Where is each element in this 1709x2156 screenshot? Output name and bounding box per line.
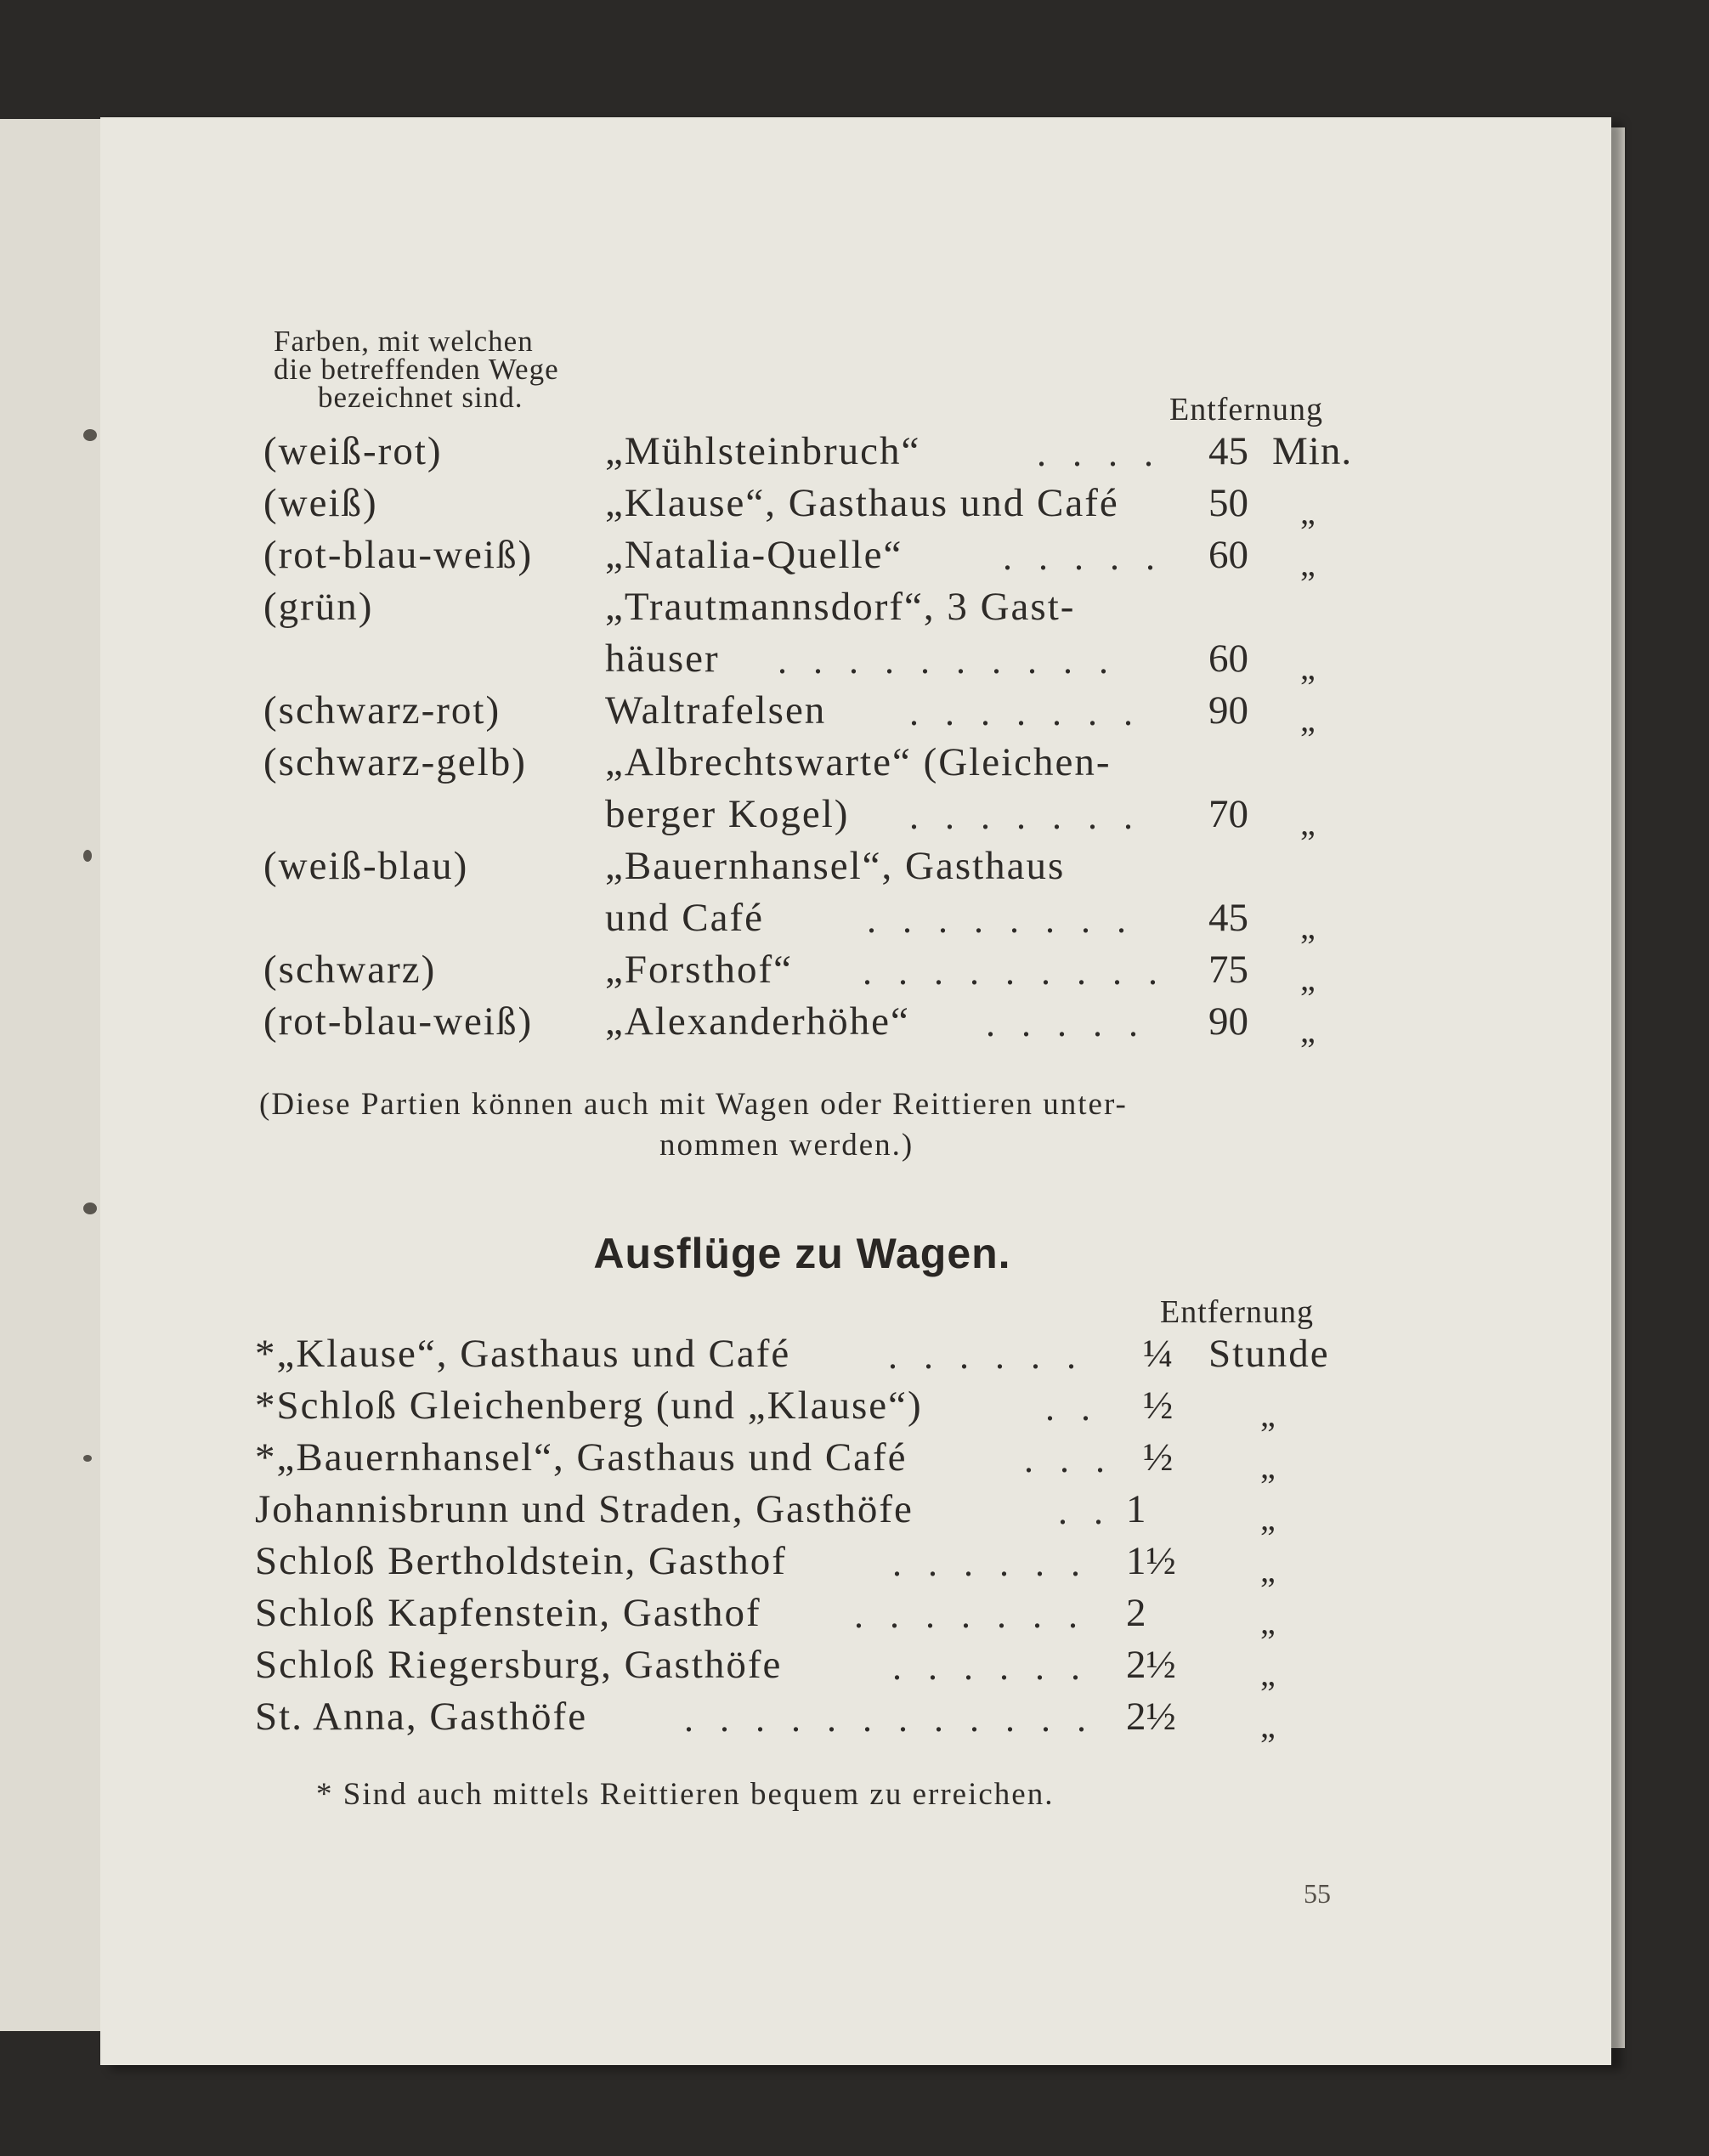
table-row bbox=[0, 1383, 1709, 1434]
destination-continued: häuser bbox=[605, 637, 720, 681]
destination: „Mühlsteinbruch“ bbox=[605, 429, 921, 473]
excursion-place: *„Klause“, Gasthaus und Café bbox=[255, 1332, 791, 1376]
excursion-place: Johannisbrunn und Straden, Gasthöfe bbox=[255, 1487, 914, 1531]
excursion-place: *„Bauernhansel“, Gasthaus und Café bbox=[255, 1435, 908, 1480]
destination: „Forsthof“ bbox=[605, 948, 794, 992]
destination: „Bauernhansel“, Gasthaus bbox=[605, 844, 1066, 888]
destination: Waltrafelsen bbox=[605, 688, 827, 733]
distance-value: 2½ bbox=[1126, 1643, 1176, 1687]
destination: „Albrechtswarte“ (Gleichen- bbox=[605, 740, 1112, 784]
leader-dots: . . bbox=[1045, 1387, 1099, 1429]
excursion-place: Schloß Kapfenstein, Gasthof bbox=[255, 1591, 761, 1635]
destination-continued: und Café bbox=[605, 896, 764, 940]
ditto-mark: „ bbox=[1300, 908, 1316, 946]
distance-value: 45 bbox=[1208, 429, 1248, 473]
leader-dots: . . . . . . . bbox=[909, 795, 1141, 837]
leader-dots: . . . . . . bbox=[888, 1335, 1084, 1377]
distance-value: 70 bbox=[1208, 792, 1248, 836]
leader-dots: . . . . bbox=[1037, 433, 1162, 474]
path-color: (rot-blau-weiß) bbox=[263, 999, 534, 1044]
leader-dots: . . . . . . bbox=[892, 1646, 1089, 1688]
leader-dots: . . bbox=[1058, 1491, 1112, 1532]
ditto-mark: „ bbox=[1260, 1551, 1276, 1589]
path-color: (schwarz) bbox=[263, 948, 437, 992]
ditto-mark: „ bbox=[1300, 545, 1316, 583]
leader-dots: . . . . . . . . . . . . bbox=[684, 1698, 1095, 1740]
table-row bbox=[0, 1331, 1709, 1382]
legend-header-line3: bezeichnet sind. bbox=[318, 381, 523, 414]
path-color: (weiß-blau) bbox=[263, 844, 469, 888]
distance-value: 90 bbox=[1208, 688, 1248, 733]
table-row bbox=[0, 688, 1709, 738]
distance-unit: Stunde bbox=[1208, 1332, 1330, 1376]
table-row bbox=[0, 1435, 1709, 1485]
legend-header-line1: Farben, mit welchen bbox=[274, 325, 534, 358]
distance-value: 60 bbox=[1208, 637, 1248, 681]
walks-note-line1: (Diese Partien können auch mit Wagen oder Reittieren unter- bbox=[259, 1087, 1128, 1122]
distance-unit: Min. bbox=[1272, 429, 1353, 473]
table-row bbox=[0, 947, 1709, 998]
distance-value: ½ bbox=[1143, 1435, 1174, 1480]
destination: „Klause“, Gasthaus und Café bbox=[605, 481, 1119, 525]
ditto-mark: „ bbox=[1260, 1655, 1276, 1693]
ditto-mark: „ bbox=[1300, 493, 1316, 531]
table-row bbox=[0, 1642, 1709, 1693]
distance-value: 2½ bbox=[1126, 1695, 1176, 1739]
table-row bbox=[0, 532, 1709, 583]
ditto-mark: „ bbox=[1260, 1447, 1276, 1485]
binding-hole-mark bbox=[83, 1202, 97, 1214]
table-row bbox=[0, 1590, 1709, 1641]
table-row bbox=[0, 1538, 1709, 1589]
path-color: (weiß-rot) bbox=[263, 429, 443, 473]
ditto-mark: „ bbox=[1300, 648, 1316, 687]
ditto-mark: „ bbox=[1260, 1499, 1276, 1537]
legend-header-line2: die betreffenden Wege bbox=[274, 353, 559, 386]
distance-value: ¼ bbox=[1143, 1332, 1174, 1376]
table-row-continuation bbox=[0, 895, 1709, 946]
path-color: (grün) bbox=[263, 585, 374, 629]
destination: „Natalia-Quelle“ bbox=[605, 533, 903, 577]
leader-dots: . . . . . . bbox=[892, 1542, 1089, 1584]
table-row bbox=[0, 843, 1709, 894]
distance-value: ½ bbox=[1143, 1384, 1174, 1428]
table-row bbox=[0, 1486, 1709, 1537]
destination: „Trautmannsdorf“, 3 Gast- bbox=[605, 585, 1076, 629]
table-row-continuation bbox=[0, 636, 1709, 687]
distance-column-header: Entfernung bbox=[1169, 392, 1323, 427]
destination: „Alexanderhöhe“ bbox=[605, 999, 910, 1044]
table-row bbox=[0, 584, 1709, 635]
distance-value: 45 bbox=[1208, 896, 1248, 940]
leader-dots: . . . . . bbox=[1003, 536, 1163, 578]
distance-value: 50 bbox=[1208, 481, 1248, 525]
leader-dots: . . . . . . . . . . bbox=[778, 640, 1117, 682]
distance-value: 1½ bbox=[1126, 1539, 1176, 1583]
leader-dots: . . . . . . . bbox=[854, 1594, 1086, 1636]
distance-value: 60 bbox=[1208, 533, 1248, 577]
page-number: 55 bbox=[1304, 1878, 1331, 1909]
ditto-mark: „ bbox=[1260, 1706, 1276, 1745]
distance-value: 2 bbox=[1126, 1591, 1146, 1635]
ditto-mark: „ bbox=[1260, 1603, 1276, 1641]
ditto-mark: „ bbox=[1300, 959, 1316, 998]
ditto-mark: „ bbox=[1260, 1395, 1276, 1434]
walks-note-line2: nommen werden.) bbox=[659, 1128, 914, 1163]
table-row bbox=[0, 1694, 1709, 1745]
path-color: (schwarz-rot) bbox=[263, 688, 501, 733]
ditto-mark: „ bbox=[1300, 804, 1316, 842]
table-row bbox=[0, 999, 1709, 1050]
distance-value: 1 bbox=[1126, 1487, 1146, 1531]
table-row-continuation bbox=[0, 791, 1709, 842]
distance-column-header: Entfernung bbox=[1160, 1294, 1314, 1330]
path-color: (rot-blau-weiß) bbox=[263, 533, 534, 577]
table-row bbox=[0, 739, 1709, 790]
table-row bbox=[0, 480, 1709, 531]
path-color: (weiß) bbox=[263, 481, 378, 525]
ditto-mark: „ bbox=[1300, 1011, 1316, 1050]
excursion-place: St. Anna, Gasthöfe bbox=[255, 1695, 588, 1739]
excursion-place: Schloß Bertholdstein, Gasthof bbox=[255, 1539, 787, 1583]
distance-value: 75 bbox=[1208, 948, 1248, 992]
footnote: * Sind auch mittels Reittieren bequem zu erreichen. bbox=[316, 1777, 1055, 1812]
leader-dots: . . . . . . . . bbox=[867, 899, 1135, 941]
path-color: (schwarz-gelb) bbox=[263, 740, 527, 784]
leader-dots: . . . . . bbox=[986, 1003, 1146, 1044]
section-heading: Ausflüge zu Wagen. bbox=[593, 1230, 1011, 1277]
leader-dots: . . . . . . . . . bbox=[863, 951, 1166, 993]
distance-value: 90 bbox=[1208, 999, 1248, 1044]
leader-dots: . . . bbox=[1024, 1439, 1113, 1480]
ditto-mark: „ bbox=[1300, 700, 1316, 738]
leader-dots: . . . . . . . bbox=[909, 692, 1141, 733]
excursion-place: *Schloß Gleichenberg (und „Klause“) bbox=[255, 1384, 923, 1428]
excursion-place: Schloß Riegersburg, Gasthöfe bbox=[255, 1643, 783, 1687]
destination-continued: berger Kogel) bbox=[605, 792, 850, 836]
table-row bbox=[0, 428, 1709, 479]
